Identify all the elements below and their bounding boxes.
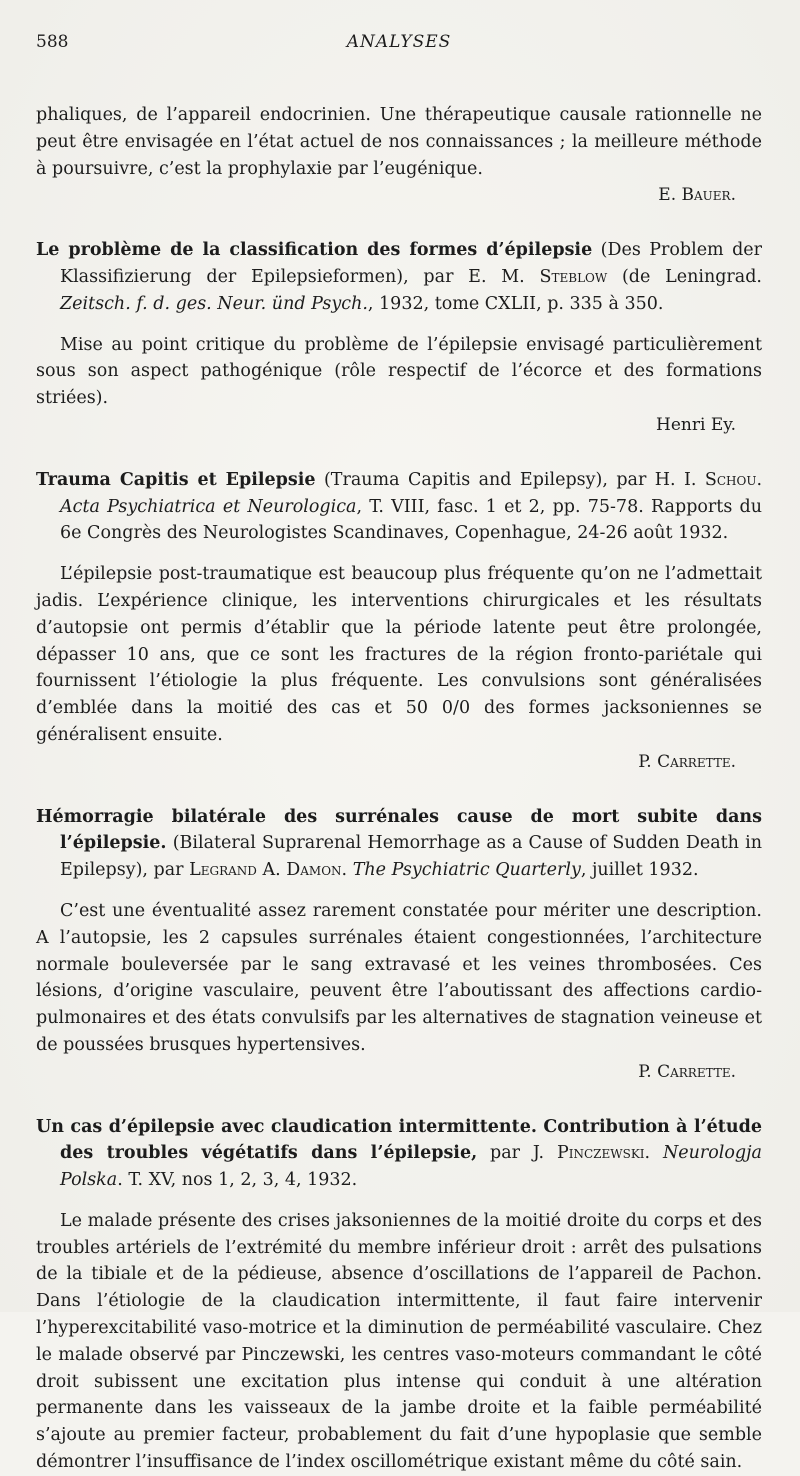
- review-body: L’épilepsie post-traumatique est beaucoup plus fréquente qu’on ne l’admettait jadis. L’expérience clinique, les interventions chirurgicales et les résultats d’autopsie ont permis d’établir que la période latente peut être prolongée, dépasser 10 ans, que ce sont les fractures de la région fronto-pariétale qui fournissent l’étiologie la plus fréquente. Les convulsions sont généralisées d’emblée dans la moitié des cas et 50 0/0 des formes jacksoniennes se généralisent ensuite.: [36, 564, 762, 745]
- page-number: 588: [36, 32, 69, 52]
- running-head: [36, 28, 762, 58]
- review-author: Schou.: [704, 469, 763, 490]
- review-entry: [36, 237, 762, 439]
- review-heading: [36, 467, 762, 547]
- review-reference: (Des Problem der Klassifizierung der Epilepsieformen), par E. M.: [60, 240, 762, 287]
- review-signature: Henri Ey.: [656, 414, 736, 435]
- review-reference: (Bilateral Suprarenal Hemorrhage as a Cause of Sudden Death in Epilepsy), par: [60, 833, 762, 881]
- review-entry: [36, 467, 762, 776]
- review-title: Hémorragie bilatérale des surrénales cause de mort subite dans l’épilepsie.: [36, 806, 762, 854]
- review-title: Un cas d’épilepsie avec claudication intermittente. Contribution à l’étude des troubles végétatifs dans l’épilepsie,: [36, 1116, 762, 1164]
- review-entry: [36, 1114, 762, 1476]
- review-reference: , 1932, tome CXLII, p. 335 à 350.: [367, 293, 664, 314]
- review-title: Le problème de la classification des formes d’épilepsie: [36, 240, 593, 261]
- review-journal: The Psychiatric Quarterly: [352, 860, 581, 881]
- review-reference: . T. XV, nos 1, 2, 3, 4, 1932.: [117, 1170, 358, 1191]
- review-signature: P. Carrette.: [638, 1061, 736, 1082]
- intro-signature: E. Bauer.: [658, 185, 736, 206]
- review-author: Steblow: [539, 266, 608, 287]
- review-heading: [36, 237, 762, 317]
- running-title: ANALYSES: [346, 32, 452, 52]
- review-author: Legrand A. Damon.: [189, 860, 348, 881]
- review-entry: [36, 804, 762, 1086]
- review-reference: par J.: [477, 1143, 557, 1164]
- review-reference: (Trauma Capitis and Epilepsy), par H. I.: [315, 469, 705, 490]
- review-heading: [36, 804, 762, 884]
- review-title: Trauma Capitis et Epilepsie: [36, 469, 316, 490]
- review-journal: Neurologja Polska: [60, 1143, 762, 1191]
- review-reference: , T. VIII, fasc. 1 et 2, pp. 75-78. Rapports du 6e Congrès des Neurologistes Scandinaves, Copenhague, 24-26 août 1932.: [60, 496, 762, 544]
- review-signature: P. Carrette.: [638, 751, 736, 772]
- review-body: C’est une éventualité assez rarement constatée pour mériter une description. A l’autopsie, les 2 capsules surrénales étaient congestionnées, l’architecture normale bouleversée par le sang extravasé et les veines thrombosées. Ces lésions, d’origine vasculaire, peuvent être l’aboutissant des affections cardio-pulmonaires et des états convulsifs par les alternatives de stagnation veineuse et de poussées brusques hypertensives.: [36, 900, 762, 1055]
- intro-paragraph: phaliques, de l’appareil endocrinien. Une thérapeutique causale rationnelle ne peut être envisagée en l’état actuel de nos connaissances ; la meilleure méthode à poursuivre, c’est la prophylaxie par l’eugénique.: [36, 105, 762, 179]
- review-heading: [36, 1114, 762, 1194]
- review-body: Mise au point critique du problème de l’épilepsie envisagé particulièrement sous son aspect pathogénique (rôle respectif de l’écorce et des formations striées).: [36, 334, 762, 409]
- review-reference: , juillet 1932.: [580, 860, 699, 881]
- review-body: Le malade présente des crises jaksoniennes de la moitié droite du corps et des troubles artériels de l’extrémité du membre inférieur droit : arrêt des pulsations de la tibiale et de la pédieuse, absence d’oscillations de l’appareil de Pachon. Dans l’étiologie de la claudication intermittente, il faut faire intervenir l’hyperexcitabilité vaso-motrice et la diminution de perméabilité vasculaire. Chez le malade observé par Pinczewski, les centres vaso-moteurs commandant le côté droit subissent une excitation plus intense qui conduit à une altération permanente dans les vaisseaux de la jambe droite et la faible perméabilité s’ajoute au premier facteur, probablement du fait d’une hypoplasie que semble démontrer l’insuffisance de l’index oscillométrique existant même du côté sain.: [36, 1210, 762, 1473]
- review-reference: (de Leningrad.: [607, 266, 762, 287]
- review-journal: Zeitsch. f. d. ges. Neur. ünd Psych.: [60, 293, 368, 314]
- review-journal: Acta Psychiatrica et Neurologica: [60, 496, 357, 517]
- review-author: Pinczewski.: [556, 1143, 651, 1164]
- review-reference: [650, 1143, 663, 1163]
